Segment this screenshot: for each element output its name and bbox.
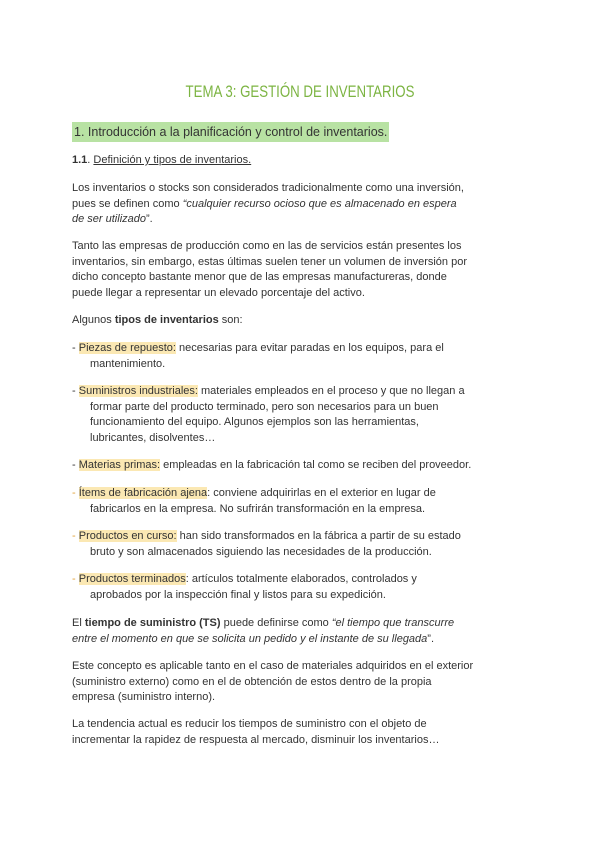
para1-line1: Los inventarios o stocks son considerados tradicionalmente como una inversión, <box>72 182 464 194</box>
para4-quote-close: ”. <box>427 632 435 645</box>
para5-line: Este concepto es aplicable tanto en el caso de materiales adquiridos en el exterior <box>72 660 474 672</box>
paragraph-companies <box>72 239 532 301</box>
list-text: necesarias para evitar paradas en los equipos, para el <box>175 342 444 354</box>
list-text-cont: formar parte del producto terminado, pero son necesarios para un buen <box>90 400 439 413</box>
list-item <box>72 529 532 560</box>
paragraph-concept <box>72 659 532 706</box>
list-term: Productos en curso: <box>78 530 177 542</box>
para3-a: Algunos <box>72 314 115 326</box>
list-text-cont: lubricantes, disolventes… <box>90 431 216 444</box>
list-term: Piezas de repuesto: <box>78 342 176 354</box>
list-dash: - <box>72 459 79 471</box>
list-term: Ítems de fabricación ajena <box>78 487 208 499</box>
list-text-cont: funcionamiento del equipo. Algunos ejemplos son las herramientas, <box>90 416 419 428</box>
list-text: : conviene adquirirlas en el exterior en lugar de <box>207 487 436 499</box>
subsection-label: Definición y tipos de inventarios. <box>93 154 252 166</box>
list-item <box>72 572 532 603</box>
section-heading: 1. Introducción a la planificación y control de inventarios. <box>72 122 389 142</box>
paragraph-lead-time <box>72 616 532 647</box>
para5-line: (suministro externo) como en el de obtención de estos dentro de la propia <box>72 675 432 688</box>
page-title: TEMA 3: GESTIÓN DE INVENTARIOS <box>185 82 415 101</box>
para2-line: puede llegar a representar un elevado porcentaje del activo. <box>72 286 365 299</box>
paragraph-types-intro <box>72 313 532 329</box>
para3-c: son: <box>218 314 243 326</box>
para3-bold: tipos de inventarios <box>114 314 219 326</box>
list-item <box>72 486 532 517</box>
para1-quote-part1: “cualquier recurso ocioso que es almacenado en espera <box>182 197 457 210</box>
paragraph-definition <box>72 181 532 228</box>
para6-line: La tendencia actual es reducir los tiempos de suministro con el objeto de <box>72 718 427 730</box>
list-item <box>72 458 532 474</box>
list-text: materiales empleados en el proceso y que no llegan a <box>197 385 465 397</box>
para2-line: inventarios, sin embargo, estas últimas suelen tener un volumen de inversión por <box>72 255 467 268</box>
list-text: han sido transformados en la fábrica a partir de su estado <box>176 530 461 542</box>
list-dash: - <box>72 487 79 499</box>
para1-quote-part2: de ser utilizado <box>72 213 146 225</box>
list-term: Suministros industriales: <box>78 385 198 397</box>
para4-bold: tiempo de suministro (TS) <box>84 617 221 629</box>
para1-quote-close: ”. <box>146 213 153 225</box>
para4-quote-part1: “el tiempo que transcurre <box>331 617 455 629</box>
list-item <box>72 384 532 446</box>
list-text-cont: mantenimiento. <box>90 357 166 370</box>
paragraph-trend <box>72 717 532 748</box>
para2-line: Tanto las empresas de producción como en las de servicios están presentes los <box>72 240 462 252</box>
subsection-heading: 1.1. Definición y tipos de inventarios. <box>72 154 252 166</box>
para4-c: puede definirse como <box>220 617 332 629</box>
list-text-cont: bruto y son almacenados siguiendo las necesidades de la producción. <box>90 545 432 558</box>
para1-line2a: pues se definen como <box>72 197 183 210</box>
list-dash: - <box>72 385 79 397</box>
list-text-cont: aprobados por la inspección final y listos para su expedición. <box>90 588 386 601</box>
list-term: Materias primas: <box>78 459 161 471</box>
list-dash: - <box>72 342 79 354</box>
para4-a: El <box>72 617 85 629</box>
list-item <box>72 341 532 372</box>
para6-line: incrementar la rapidez de respuesta al mercado, disminuir los inventarios… <box>72 733 440 746</box>
list-text: : artículos totalmente elaborados, controlados y <box>185 573 417 585</box>
para5-line: empresa (suministro interno). <box>72 691 216 703</box>
list-text: empleadas en la fabricación tal como se reciben del proveedor. <box>160 459 472 471</box>
para4-quote-part2: entre el momento en que se solicita un pedido y el instante de su llegada <box>72 632 428 645</box>
list-text-cont: fabricarlos en la empresa. No sufrirán transformación en la empresa. <box>90 502 426 515</box>
subsection-number: 1.1 <box>72 154 88 166</box>
list-dash: - <box>72 530 79 542</box>
para2-line: dicho concepto bastante menor que de las empresas manufactureras, donde <box>72 271 447 283</box>
list-dash: - <box>72 573 79 585</box>
list-term: Productos terminados <box>78 573 186 585</box>
